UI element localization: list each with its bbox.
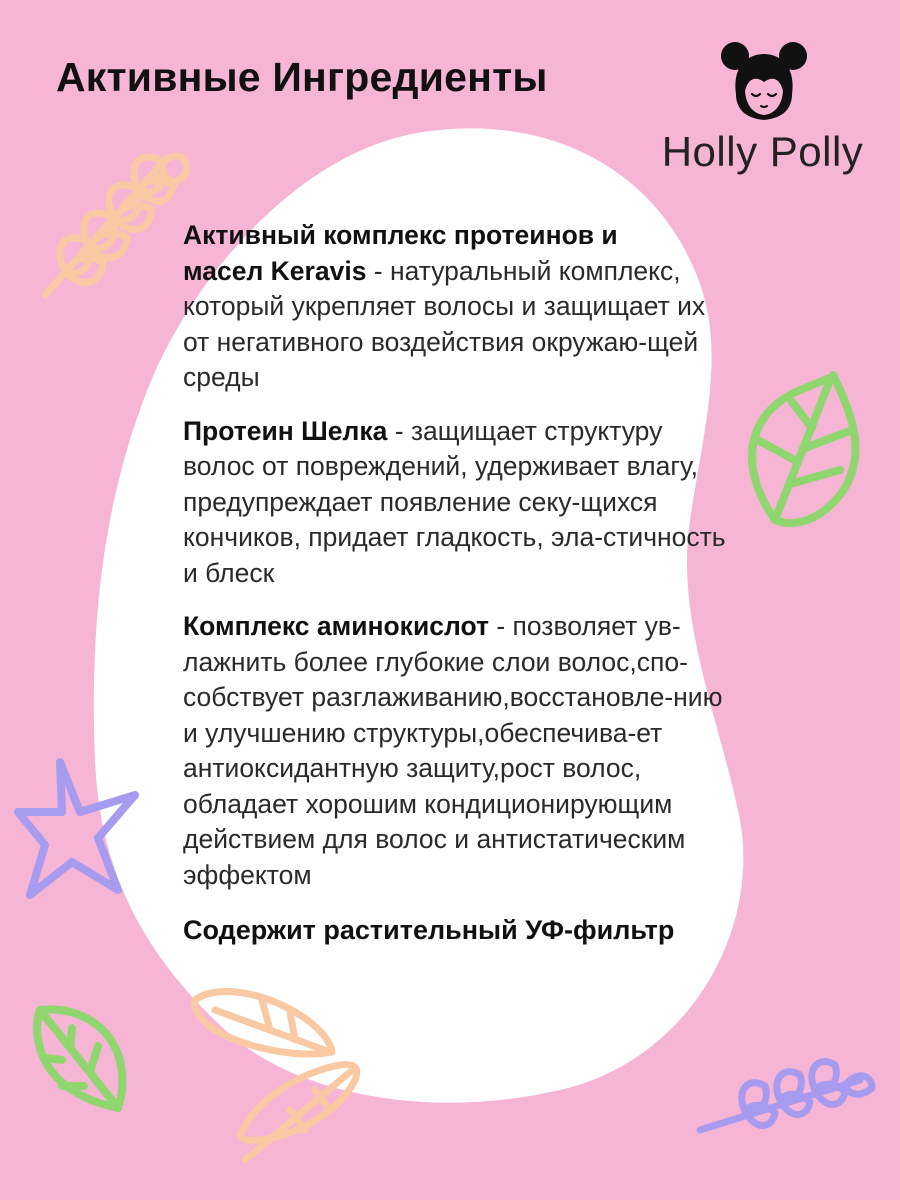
ingredient-amino-acids: [183, 609, 728, 893]
ingredient-description: - позволяет ув-лажнить более глубокие слои волос,спо-собствует разглаживанию,восстановле-нию и улучшению структуры,обеспечива-ет антиоксидантную защиту,рост волос, обладает хорошим кондиционирующим действием для волос и антистатическим эффектом: [183, 611, 723, 890]
ingredient-keravis: [183, 218, 728, 396]
ingredient-silk-protein: [183, 414, 728, 592]
ingredient-name: Протеин Шелка: [183, 415, 388, 446]
ingredient-name: Комплекс аминокислот: [183, 611, 489, 641]
girl-face-logo-icon: [718, 36, 810, 128]
wheat-icon: [45, 156, 186, 295]
page-title: Активные Ингредиенты: [56, 54, 548, 100]
ingredient-description: - защищает структуру волос от повреждений, удерживает влагу, предупреждает появление секу-щихся кончиков, придает гладкость, эла-стичность и блеск: [183, 415, 726, 588]
leaf-icon-bottom: [37, 1009, 122, 1108]
brand-logo: [650, 36, 875, 181]
ingredients-list: [183, 218, 728, 976]
brand-name: Holly Polly: [661, 128, 864, 175]
ingredient-description: - натуральный комплекс, который укрепляет волосы и защищает их от негативного воздействия окружаю-щей среды: [183, 255, 706, 392]
uv-filter-note: Содержит растительный УФ-фильтр: [183, 915, 675, 945]
ingredient-name: Активный комплекс протеинов и: [183, 220, 618, 250]
wheat-icon-bottom: [700, 1062, 872, 1130]
leaf-icon: [752, 375, 855, 523]
ingredient-name-cont: масел Keravis: [183, 255, 367, 286]
